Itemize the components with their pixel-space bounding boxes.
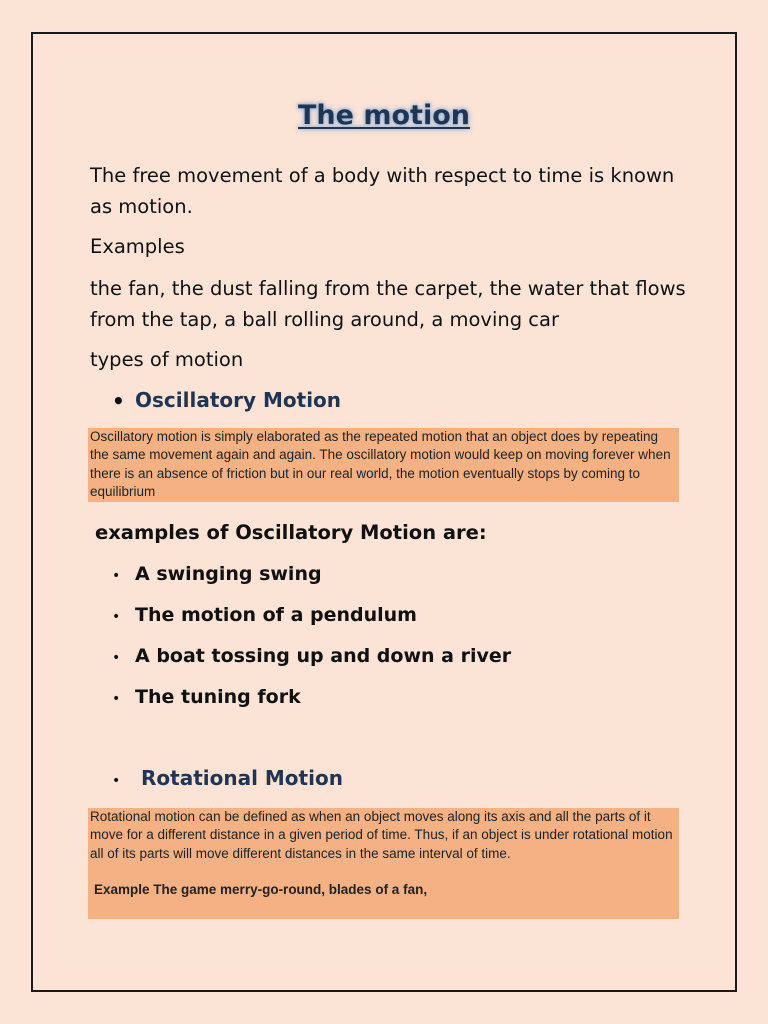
list-bullet: • xyxy=(112,691,121,707)
rotational-heading: Rotational Motion xyxy=(141,766,343,790)
intro-paragraph: The free movement of a body with respect to time is known as motion. xyxy=(90,164,675,218)
oscillatory-bullet: • xyxy=(112,389,125,413)
list-item: A swinging swing xyxy=(135,563,322,585)
examples-text: the fan, the dust falling from the carpet, the water that flows from the tap, a ball rolling around, a moving car xyxy=(90,277,686,331)
rotational-example: Example The game merry-go-round, blades of a fan, xyxy=(94,881,428,897)
list-item: The motion of a pendulum xyxy=(135,604,417,626)
list-bullet: • xyxy=(112,609,121,625)
oscillatory-description: Oscillatory motion is simply elaborated as the repeated motion that an object does by repeating the same movement again and again. The oscillatory motion would keep on moving forever when there is an absence of friction but in our real world, the motion eventually stops by coming to equilibrium xyxy=(90,429,671,499)
types-label: types of motion xyxy=(90,348,244,371)
rotational-bullet: • xyxy=(112,773,121,789)
list-bullet: • xyxy=(112,650,121,666)
examples-label: Examples xyxy=(90,235,185,258)
list-item: A boat tossing up and down a river xyxy=(135,645,512,667)
list-bullet: • xyxy=(112,568,121,584)
oscillatory-description-box xyxy=(88,428,679,502)
rotational-description: Rotational motion can be defined as when an object moves along its axis and all the parts of it move for a different distance in a given period of time. Thus, if an object is under rotational motion all of its parts will move different distances in the same interval of time. xyxy=(90,809,673,861)
oscillatory-examples-heading: examples of Oscillatory Motion are: xyxy=(95,521,487,544)
list-item: The tuning fork xyxy=(135,686,301,708)
rotational-description-box xyxy=(88,808,679,919)
page-title: The motion xyxy=(298,100,470,131)
oscillatory-heading: Oscillatory Motion xyxy=(135,388,342,412)
